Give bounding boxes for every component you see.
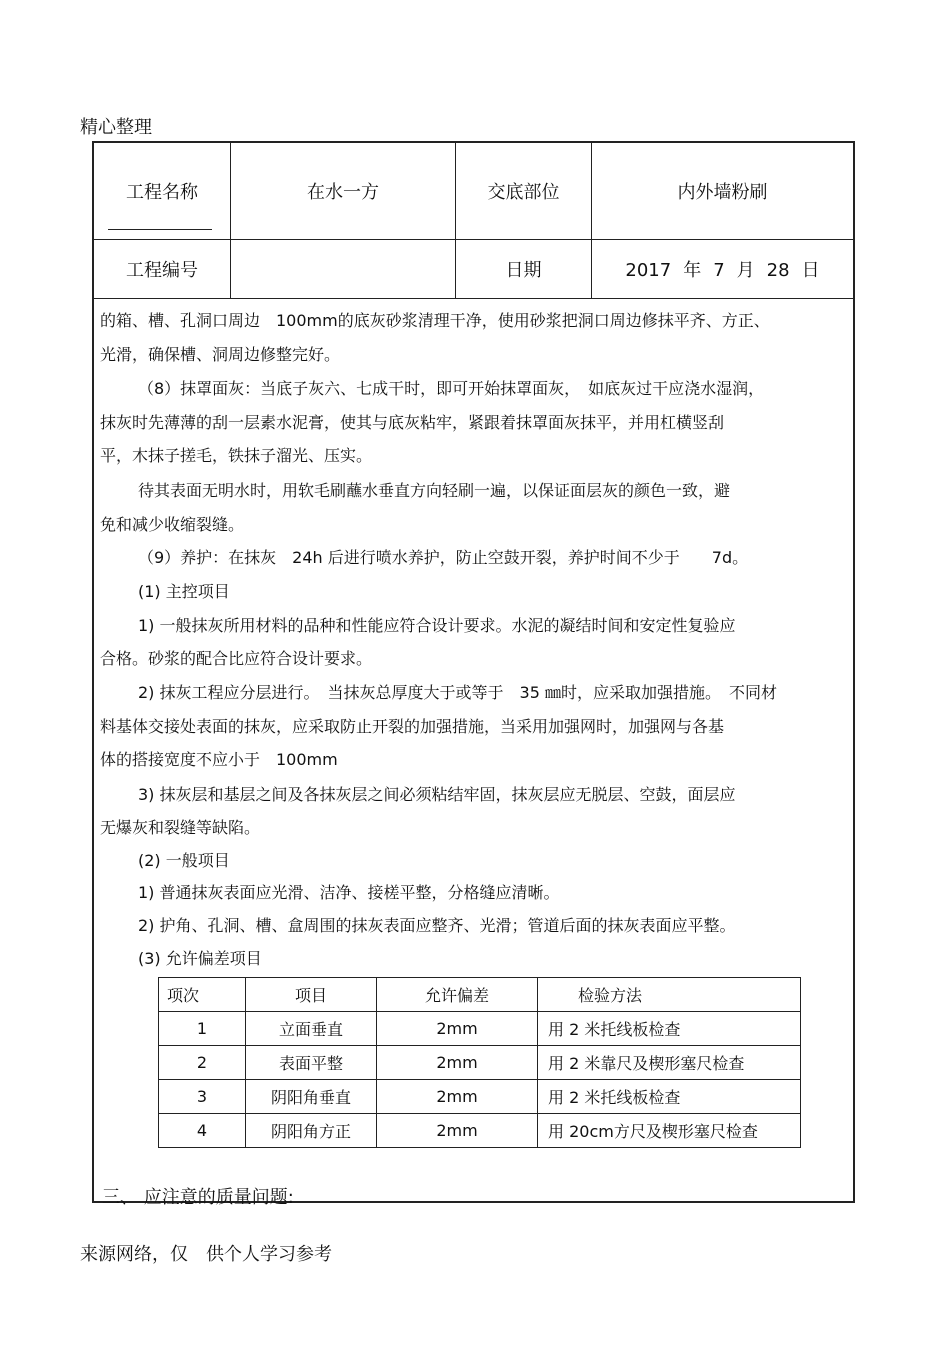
body-line: （9）养护：在抹灰 24h 后进行喷水养护，防止空鼓开裂，养护时间不少于 7d。: [138, 548, 749, 567]
project-name-label: 工程名称: [126, 178, 198, 204]
project-name-value: 在水一方: [231, 143, 456, 240]
table-cell: 用 2 米托线板检查: [538, 1012, 801, 1046]
table-row: [159, 1114, 801, 1148]
project-name-label-cell: [94, 143, 231, 240]
body-line: 合格。砂浆的配合比应符合设计要求。: [100, 649, 373, 668]
table-cell: 用 2 米托线板检查: [538, 1080, 801, 1114]
body-line: 1) 一般抹灰所用材料的品种和性能应符合设计要求。水泥的凝结时间和安定性复验应: [138, 616, 736, 635]
header-table: [94, 143, 853, 299]
table-cell: 表面平整: [246, 1046, 377, 1080]
table-row: [159, 1080, 801, 1114]
body-line: (2) 一般项目: [138, 851, 230, 870]
col-header: 检验方法: [538, 978, 801, 1012]
disclosure-form: [92, 141, 855, 1208]
col-header: 项次: [159, 978, 246, 1012]
body-line: 无爆灰和裂缝等缺陷。: [100, 818, 261, 837]
table-row: [159, 1046, 801, 1080]
body-line: 待其表面无明水时，用软毛刷蘸水垂直方向轻刷一遍，以保证面层灰的颜色一致，避: [138, 481, 731, 500]
table-header-row: [159, 978, 801, 1012]
body-line: 的箱、槽、孔洞口周边 100mm的底灰砂浆清理干净，使用砂浆把洞口周边修抹平齐、方正、: [100, 311, 770, 330]
body-line: 抹灰时先薄薄的刮一层素水泥膏，使其与底灰粘牢，紧跟着抹罩面灰抹平，并用杠横竖刮: [100, 413, 725, 432]
table-cell: 2mm: [377, 1012, 538, 1046]
body-line: (1) 主控项目: [138, 582, 230, 601]
section-heading: 三、 应注意的质量问题:: [102, 1187, 294, 1208]
top-note: 精心整理: [80, 117, 152, 138]
table-cell: 2mm: [377, 1080, 538, 1114]
body-line: 2) 抹灰工程应分层进行。 当抹灰总厚度大于或等于 35 ㎜时，应采取加强措施。 不同材: [138, 683, 777, 702]
body-line: 免和减少收缩裂缝。: [100, 515, 245, 534]
position-value: 内外墙粉刷: [592, 143, 854, 240]
table-cell: 3: [159, 1080, 246, 1114]
body-line: 料基体交接处表面的抹灰，应采取防止开裂的加强措施，当采用加强网时，加强网与各基: [100, 717, 725, 736]
date-label: 日期: [456, 240, 592, 299]
bottom-note: 来源网络，仅 供个人学习参考: [80, 1244, 332, 1265]
position-label: 交底部位: [456, 143, 592, 240]
table-cell: 2mm: [377, 1046, 538, 1080]
table-cell: 2: [159, 1046, 246, 1080]
table-cell: 阴阳角垂直: [246, 1080, 377, 1114]
body-line: （8）抹罩面灰：当底子灰六、七成干时，即可开始抹罩面灰， 如底灰过干应浇水湿润，: [138, 379, 765, 398]
table-cell: 用 2 米靠尺及楔形塞尺检查: [538, 1046, 801, 1080]
project-no-value: [231, 240, 456, 299]
table-cell: 用 20cm方尺及楔形塞尺检查: [538, 1114, 801, 1148]
table-cell: 立面垂直: [246, 1012, 377, 1046]
project-no-label: 工程编号: [94, 240, 231, 299]
body-line: 平，木抹子搓毛，铁抹子溜光、压实。: [100, 446, 373, 465]
deviation-table: [158, 977, 801, 1148]
body-line: 1) 普通抹灰表面应光滑、洁净、接槎平整，分格缝应清晰。: [138, 883, 560, 902]
col-header: 允许偏差: [377, 978, 538, 1012]
table-cell: 阴阳角方正: [246, 1114, 377, 1148]
body-line: 光滑，确保槽、洞周边修整完好。: [100, 345, 341, 364]
table-cell: 4: [159, 1114, 246, 1148]
table-cell: 2mm: [377, 1114, 538, 1148]
body-line: 2) 护角、孔洞、槽、盒周围的抹灰表面应整齐、光滑；管道后面的抹灰表面应平整。: [138, 916, 736, 935]
date-value: 2017 年 7 月 28 日: [592, 240, 854, 299]
table-row: [159, 1012, 801, 1046]
table-cell: 1: [159, 1012, 246, 1046]
col-header: 项目: [246, 978, 377, 1012]
body-line: 3) 抹灰层和基层之间及各抹灰层之间必须粘结牢固，抹灰层应无脱层、空鼓，面层应: [138, 785, 736, 804]
body-line: (3) 允许偏差项目: [138, 949, 262, 968]
body-line: 体的搭接宽度不应小于 100mm: [100, 750, 338, 769]
